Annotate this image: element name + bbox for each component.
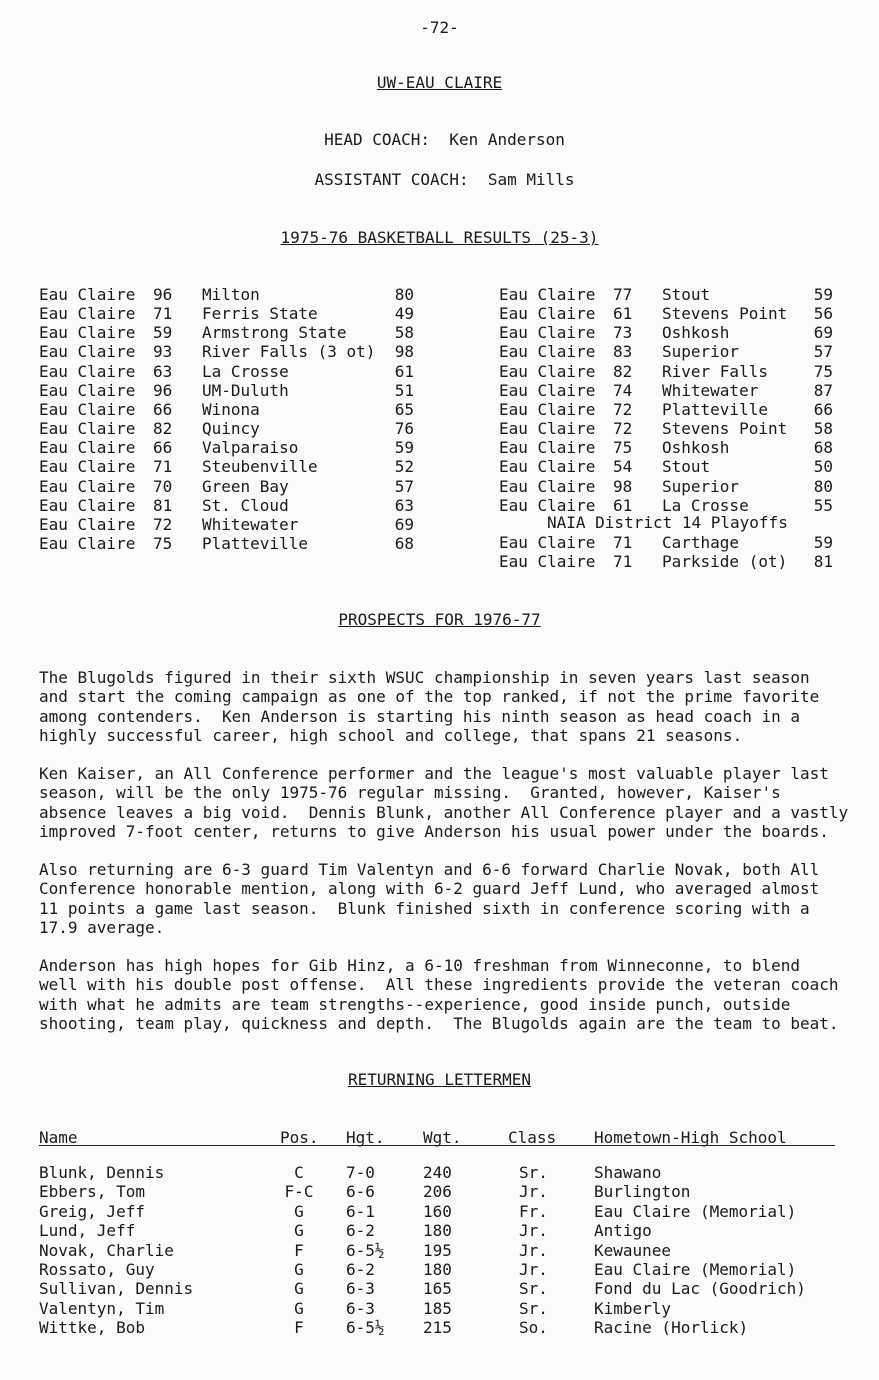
letterman-weight: 180 xyxy=(423,1260,452,1279)
result-opponent-score: 80 xyxy=(813,476,833,496)
paragraph-line: with what he admits are team strengths--experience, good inside punch, outside xyxy=(39,994,791,1014)
result-score: 77 xyxy=(613,285,633,304)
playoffs-heading: NAIA District 14 Playoffs xyxy=(547,513,788,532)
result-score: 71 xyxy=(153,457,173,477)
letterman-name: Lund, Jeff xyxy=(39,1221,136,1241)
result-opponent-score: 65 xyxy=(394,399,414,419)
result-team: Eau Claire xyxy=(39,457,136,477)
prospects-title: PROSPECTS FOR 1976-77 xyxy=(338,610,541,629)
letterman-height: 6-3 xyxy=(346,1279,375,1299)
result-opponent-score: 58 xyxy=(813,419,833,439)
letterman-class: Sr. xyxy=(519,1163,548,1182)
result-team: Eau Claire xyxy=(499,419,596,439)
paragraph-line: absence leaves a big void. Dennis Blunk, another All Conference player and a vastly xyxy=(39,802,849,822)
result-opponent-score: 80 xyxy=(394,285,414,304)
result-score: 61 xyxy=(613,495,633,515)
result-opponent-score: 75 xyxy=(813,361,833,381)
result-opponent: Superior xyxy=(662,342,740,362)
result-opponent: UM-Duluth xyxy=(202,380,289,400)
result-opponent-score: 57 xyxy=(813,342,833,362)
result-opponent-score: 61 xyxy=(394,361,414,381)
letterman-hometown: Kimberly xyxy=(594,1298,672,1318)
letterman-height: 6-3 xyxy=(346,1298,375,1318)
paragraph-line: among contenders. Ken Anderson is starting his ninth season as head coach in a xyxy=(39,706,800,726)
assistant-coach: ASSISTANT COACH: Sam Mills xyxy=(314,170,575,189)
result-score: 71 xyxy=(153,304,173,324)
result-opponent: La Crosse xyxy=(662,495,749,515)
letterman-position: G xyxy=(294,1221,304,1241)
paragraph xyxy=(39,956,859,1033)
result-opponent: Oshkosh xyxy=(662,323,730,343)
result-opponent-score: 52 xyxy=(394,457,414,477)
result-team: Eau Claire xyxy=(499,438,596,458)
school-title: UW-EAU CLAIRE xyxy=(376,73,503,92)
result-opponent-score: 98 xyxy=(394,342,414,362)
result-opponent: St. Cloud xyxy=(202,495,289,515)
result-opponent: Platteville xyxy=(202,533,308,553)
letterman-position: C xyxy=(294,1163,304,1182)
result-opponent: Superior xyxy=(662,476,740,496)
paragraph-line: The Blugolds figured in their sixth WSUC championship in seven years last season xyxy=(39,668,810,687)
result-score: 74 xyxy=(613,380,633,400)
paragraph-line: well with his double post offense. All these ingredients provide the veteran coach xyxy=(39,975,839,995)
letterman-position: F xyxy=(294,1318,304,1338)
letterman-position: F-C xyxy=(284,1182,314,1202)
result-opponent: Armstrong State xyxy=(202,323,347,343)
letterman-class: Fr. xyxy=(519,1201,548,1221)
result-opponent: Oshkosh xyxy=(662,438,730,458)
result-score: 71 xyxy=(613,533,633,552)
letterman-hometown: Antigo xyxy=(594,1221,652,1241)
result-score: 72 xyxy=(153,514,173,534)
letterman-position: G xyxy=(294,1201,304,1221)
lettermen-title: RETURNING LETTERMEN xyxy=(347,1070,532,1089)
result-team: Eau Claire xyxy=(39,438,136,458)
result-team: Eau Claire xyxy=(499,495,596,515)
paragraph xyxy=(39,764,859,841)
result-opponent: Steubenville xyxy=(202,457,318,477)
result-team: Eau Claire xyxy=(39,342,136,362)
paragraph-line: Anderson has high hopes for Gib Hinz, a 6-10 freshman from Winneconne, to blend xyxy=(39,956,800,975)
result-team: Eau Claire xyxy=(39,304,136,324)
result-score: 82 xyxy=(613,361,633,381)
result-opponent-score: 68 xyxy=(394,533,414,553)
letterman-hometown: Eau Claire (Memorial) xyxy=(594,1260,797,1279)
result-opponent: Carthage xyxy=(662,533,740,552)
result-score: 54 xyxy=(613,457,633,477)
result-team: Eau Claire xyxy=(39,495,136,515)
letterman-height: 6-5½ xyxy=(346,1318,385,1338)
result-opponent: Stout xyxy=(662,457,711,477)
result-score: 66 xyxy=(153,399,173,419)
letterman-weight: 215 xyxy=(423,1318,452,1338)
paragraph-line: and start the coming campaign as one of the top ranked, if not the prime favorite xyxy=(39,687,820,707)
header-divider xyxy=(39,1145,835,1146)
result-team: Eau Claire xyxy=(39,399,136,419)
letterman-height: 6-5½ xyxy=(346,1240,385,1260)
result-opponent-score: 51 xyxy=(394,380,414,400)
result-opponent: Stevens Point xyxy=(662,304,788,324)
result-team: Eau Claire xyxy=(39,285,136,304)
paragraph-line: highly successful career, high school and college, that spans 21 seasons. xyxy=(39,725,743,745)
letterman-name: Rossato, Guy xyxy=(39,1260,155,1279)
result-opponent-score: 59 xyxy=(394,438,414,458)
result-team: Eau Claire xyxy=(39,361,136,381)
result-opponent-score: 76 xyxy=(394,419,414,439)
result-team: Eau Claire xyxy=(499,457,596,477)
letterman-class: Jr. xyxy=(519,1260,548,1279)
result-opponent: Ferris State xyxy=(202,304,318,324)
paragraph-line: shooting, team play, quickness and depth. The Blugolds again are the team to beat. xyxy=(39,1013,839,1033)
paragraph-line: Ken Kaiser, an All Conference performer and the league's most valuable player last xyxy=(39,764,829,783)
letterman-name: Blunk, Dennis xyxy=(39,1163,165,1182)
results-title: 1975-76 BASKETBALL RESULTS (25-3) xyxy=(280,228,599,247)
result-opponent-score: 59 xyxy=(813,533,833,552)
result-score: 72 xyxy=(613,419,633,439)
result-opponent: Valparaiso xyxy=(202,438,299,458)
result-team: Eau Claire xyxy=(499,342,596,362)
paragraph-line: season, will be the only 1975-76 regular missing. Granted, however, Kaiser's xyxy=(39,783,781,803)
result-opponent: Whitewater xyxy=(662,380,759,400)
letterman-weight: 160 xyxy=(423,1201,452,1221)
paragraph-line: improved 7-foot center, returns to give Anderson his usual power under the boards. xyxy=(39,821,829,841)
result-score: 93 xyxy=(153,342,173,362)
result-opponent-score: 56 xyxy=(813,304,833,324)
result-opponent-score: 69 xyxy=(813,323,833,343)
result-opponent: Milton xyxy=(202,285,260,304)
result-opponent-score: 87 xyxy=(813,380,833,400)
result-opponent: Platteville xyxy=(662,399,768,419)
result-team: Eau Claire xyxy=(499,399,596,419)
letterman-name: Greig, Jeff xyxy=(39,1201,145,1221)
result-opponent-score: 68 xyxy=(813,438,833,458)
result-opponent-score: 59 xyxy=(813,285,833,304)
letterman-class: Jr. xyxy=(519,1182,548,1202)
result-opponent: River Falls xyxy=(662,361,768,381)
result-opponent: Stout xyxy=(662,285,711,304)
result-opponent-score: 57 xyxy=(394,476,414,496)
result-score: 75 xyxy=(613,438,633,458)
header-wgt: Wgt. xyxy=(423,1128,462,1147)
result-opponent: Winona xyxy=(202,399,260,419)
result-opponent-score: 63 xyxy=(394,495,414,515)
header-hgt: Hgt. xyxy=(346,1128,385,1147)
result-opponent-score: 49 xyxy=(394,304,414,324)
result-score: 82 xyxy=(153,419,173,439)
result-opponent-score: 50 xyxy=(813,457,833,477)
result-opponent-score: 66 xyxy=(813,399,833,419)
letterman-hometown: Racine (Horlick) xyxy=(594,1318,749,1338)
header-hometown: Hometown-High School xyxy=(594,1128,787,1147)
result-opponent-score: 55 xyxy=(813,495,833,515)
letterman-name: Sullivan, Dennis xyxy=(39,1279,194,1299)
result-team: Eau Claire xyxy=(39,476,136,496)
result-score: 72 xyxy=(613,399,633,419)
result-score: 59 xyxy=(153,323,173,343)
letterman-hometown: Fond du Lac (Goodrich) xyxy=(594,1279,806,1299)
result-team: Eau Claire xyxy=(499,380,596,400)
letterman-hometown: Burlington xyxy=(594,1182,691,1202)
result-score: 83 xyxy=(613,342,633,362)
header-class: Class xyxy=(508,1128,557,1147)
result-opponent: Stevens Point xyxy=(662,419,788,439)
paragraph-line: 17.9 average. xyxy=(39,917,165,937)
letterman-position: F xyxy=(294,1240,304,1260)
page-number: -72- xyxy=(420,18,459,37)
result-score: 98 xyxy=(613,476,633,496)
letterman-height: 6-2 xyxy=(346,1221,375,1241)
letterman-weight: 165 xyxy=(423,1279,452,1299)
result-score: 63 xyxy=(153,361,173,381)
result-opponent: Parkside (ot) xyxy=(662,552,788,572)
letterman-weight: 206 xyxy=(423,1182,452,1202)
result-team: Eau Claire xyxy=(499,552,596,572)
letterman-class: Sr. xyxy=(519,1298,548,1318)
result-opponent-score: 81 xyxy=(813,552,833,572)
letterman-height: 6-2 xyxy=(346,1260,375,1279)
letterman-weight: 185 xyxy=(423,1298,452,1318)
result-team: Eau Claire xyxy=(39,380,136,400)
letterman-name: Novak, Charlie xyxy=(39,1240,174,1260)
letterman-height: 6-1 xyxy=(346,1201,375,1221)
result-team: Eau Claire xyxy=(39,533,136,553)
result-opponent-score: 58 xyxy=(394,323,414,343)
letterman-class: So. xyxy=(519,1318,548,1338)
result-opponent: Whitewater xyxy=(202,514,299,534)
letterman-class: Jr. xyxy=(519,1221,548,1241)
result-score: 61 xyxy=(613,304,633,324)
result-team: Eau Claire xyxy=(499,533,596,552)
result-score: 81 xyxy=(153,495,173,515)
letterman-hometown: Kewaunee xyxy=(594,1240,672,1260)
paragraph xyxy=(39,860,859,937)
head-coach: HEAD COACH: Ken Anderson xyxy=(324,130,565,149)
result-opponent: Green Bay xyxy=(202,476,289,496)
letterman-class: Jr. xyxy=(519,1240,548,1260)
result-opponent: River Falls (3 ot) xyxy=(202,342,376,362)
result-team: Eau Claire xyxy=(499,361,596,381)
paragraph-line: Also returning are 6-3 guard Tim Valentyn and 6-6 forward Charlie Novak, both All xyxy=(39,860,820,879)
result-opponent-score: 69 xyxy=(394,514,414,534)
result-score: 73 xyxy=(613,323,633,343)
result-team: Eau Claire xyxy=(39,323,136,343)
letterman-height: 7-0 xyxy=(346,1163,375,1182)
letterman-weight: 195 xyxy=(423,1240,452,1260)
letterman-hometown: Eau Claire (Memorial) xyxy=(594,1201,797,1221)
result-score: 66 xyxy=(153,438,173,458)
result-score: 71 xyxy=(613,552,633,572)
letterman-position: G xyxy=(294,1298,304,1318)
paragraph-line: Conference honorable mention, along with 6-2 guard Jeff Lund, who averaged almost xyxy=(39,879,820,899)
letterman-name: Ebbers, Tom xyxy=(39,1182,145,1202)
letterman-weight: 180 xyxy=(423,1221,452,1241)
letterman-position: G xyxy=(294,1279,304,1299)
result-opponent: La Crosse xyxy=(202,361,289,381)
letterman-name: Valentyn, Tim xyxy=(39,1298,165,1318)
result-team: Eau Claire xyxy=(499,476,596,496)
paragraph-line: 11 points a game last season. Blunk finished sixth in conference scoring with a xyxy=(39,898,810,918)
letterman-name: Wittke, Bob xyxy=(39,1318,145,1338)
letterman-height: 6-6 xyxy=(346,1182,375,1202)
letterman-class: Sr. xyxy=(519,1279,548,1299)
result-opponent: Quincy xyxy=(202,419,260,439)
result-score: 96 xyxy=(153,285,173,304)
paragraph xyxy=(39,668,859,745)
result-team: Eau Claire xyxy=(499,285,596,304)
letterman-position: G xyxy=(294,1260,304,1279)
result-team: Eau Claire xyxy=(39,419,136,439)
result-score: 75 xyxy=(153,533,173,553)
letterman-weight: 240 xyxy=(423,1163,452,1182)
result-score: 70 xyxy=(153,476,173,496)
result-score: 96 xyxy=(153,380,173,400)
result-team: Eau Claire xyxy=(499,304,596,324)
header-pos: Pos. xyxy=(280,1128,319,1147)
letterman-hometown: Shawano xyxy=(594,1163,662,1182)
header-name: Name xyxy=(39,1128,78,1147)
result-team: Eau Claire xyxy=(499,323,596,343)
result-team: Eau Claire xyxy=(39,514,136,534)
